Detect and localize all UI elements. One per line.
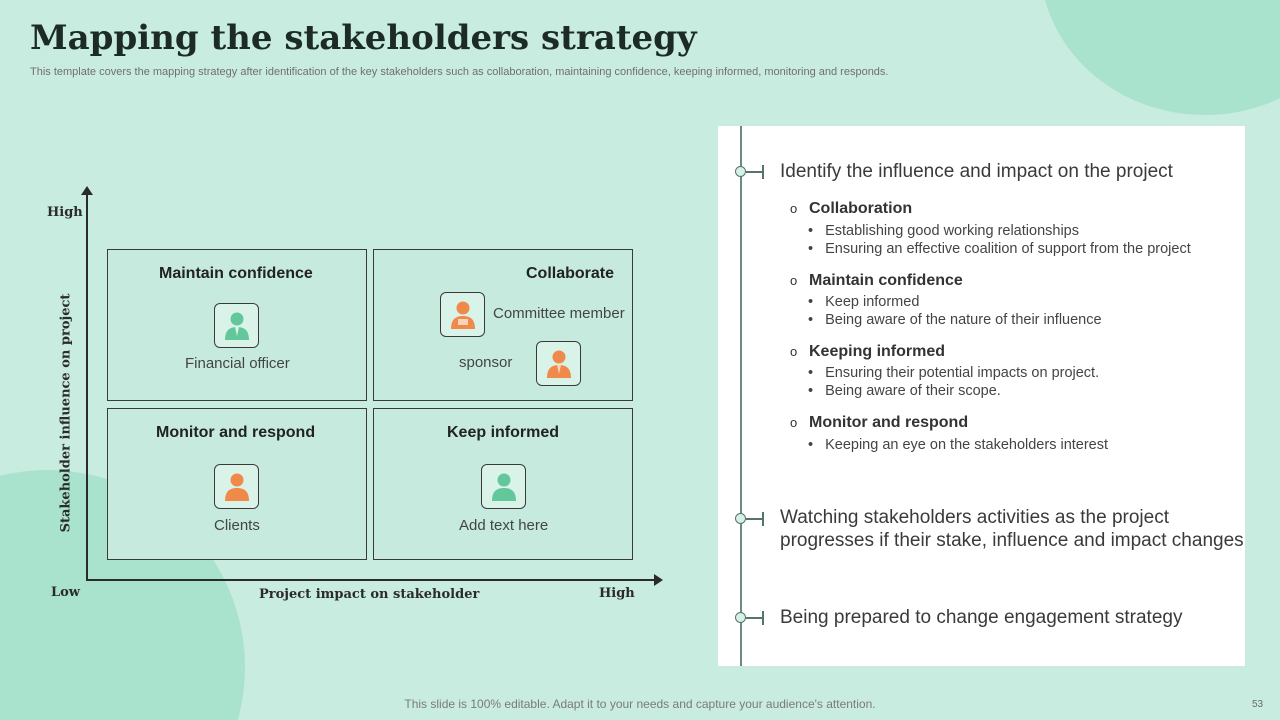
stakeholder-label: Financial officer (185, 355, 290, 372)
bullet-item: • Ensuring an effective coalition of support from the project (808, 241, 1191, 257)
x-high-label: High (599, 586, 635, 601)
step-identify: Identify the influence and impact on the project (780, 161, 1173, 182)
stakeholder-label: sponsor (459, 354, 513, 371)
person-icon (440, 292, 485, 337)
y-axis-arrow (81, 186, 93, 195)
step-prepared: Being prepared to change engagement strategy (780, 607, 1183, 628)
sub-heading-maintain-confidence: o Maintain confidence (790, 272, 963, 289)
timeline-tick (762, 165, 764, 179)
timeline-line (740, 126, 742, 666)
footer-note: This slide is 100% editable. Adapt it to your needs and capture your audience's attention. (404, 697, 876, 711)
quadrant-maintain-confidence (107, 249, 367, 401)
bullet-item: • Keep informed (808, 294, 919, 310)
stakeholder-label: Add text here (459, 517, 549, 534)
x-axis-arrow (654, 574, 663, 586)
x-axis-title: Project impact on stakeholder (259, 587, 480, 602)
page-subtitle: This template covers the mapping strategy after identification of the key stakeholders such as collaboration, maintaining confidence, keeping informed, monitoring and responds. (30, 66, 889, 78)
step-watching: Watching stakeholders activities as the project progresses if their stake, influence and impact changes (780, 507, 1244, 551)
timeline-tick (762, 611, 764, 625)
timeline-node (735, 612, 746, 623)
stakeholder-label: Clients (214, 517, 260, 534)
y-axis-line (86, 192, 88, 581)
person-icon (214, 464, 259, 509)
stakeholder-label: Committee member (493, 305, 625, 322)
quadrant-monitor-and-respond (107, 408, 367, 560)
timeline-connector (746, 617, 762, 619)
y-axis-title: Stakeholder influence on project (58, 293, 74, 533)
bullet-item: • Keeping an eye on the stakeholders interest (808, 437, 1108, 453)
bullet-item: • Being aware of their scope. (808, 383, 1001, 399)
decor-circle-top-right (1040, 0, 1280, 115)
page-number: 53 (1252, 699, 1264, 710)
timeline-node (735, 166, 746, 177)
sub-heading-collaboration: o Collaboration (790, 200, 913, 217)
person-icon (214, 303, 259, 348)
timeline-connector (746, 518, 762, 520)
quadrant-title: Monitor and respond (156, 424, 316, 441)
bullet-item: • Being aware of the nature of their influence (808, 312, 1102, 328)
x-axis-line (86, 579, 654, 581)
timeline-tick (762, 512, 764, 526)
timeline-node (735, 513, 746, 524)
quadrant-title: Maintain confidence (159, 265, 313, 282)
y-high-label: High (47, 205, 83, 220)
person-icon (536, 341, 581, 386)
person-icon (481, 464, 526, 509)
bullet-item: • Ensuring their potential impacts on project. (808, 365, 1099, 381)
page-title: Mapping the stakeholders strategy (30, 18, 697, 58)
timeline-connector (746, 171, 762, 173)
quadrant-keep-informed (373, 408, 633, 560)
quadrant-title: Keep informed (447, 424, 560, 441)
quadrant-title: Collaborate (526, 265, 615, 282)
sub-heading-keeping-informed: o Keeping informed (790, 343, 946, 360)
bullet-item: • Establishing good working relationships (808, 223, 1079, 239)
x-low-label: Low (51, 585, 81, 600)
sub-heading-monitor-and-respond: o Monitor and respond (790, 414, 969, 431)
quadrant-collaborate (373, 249, 633, 401)
